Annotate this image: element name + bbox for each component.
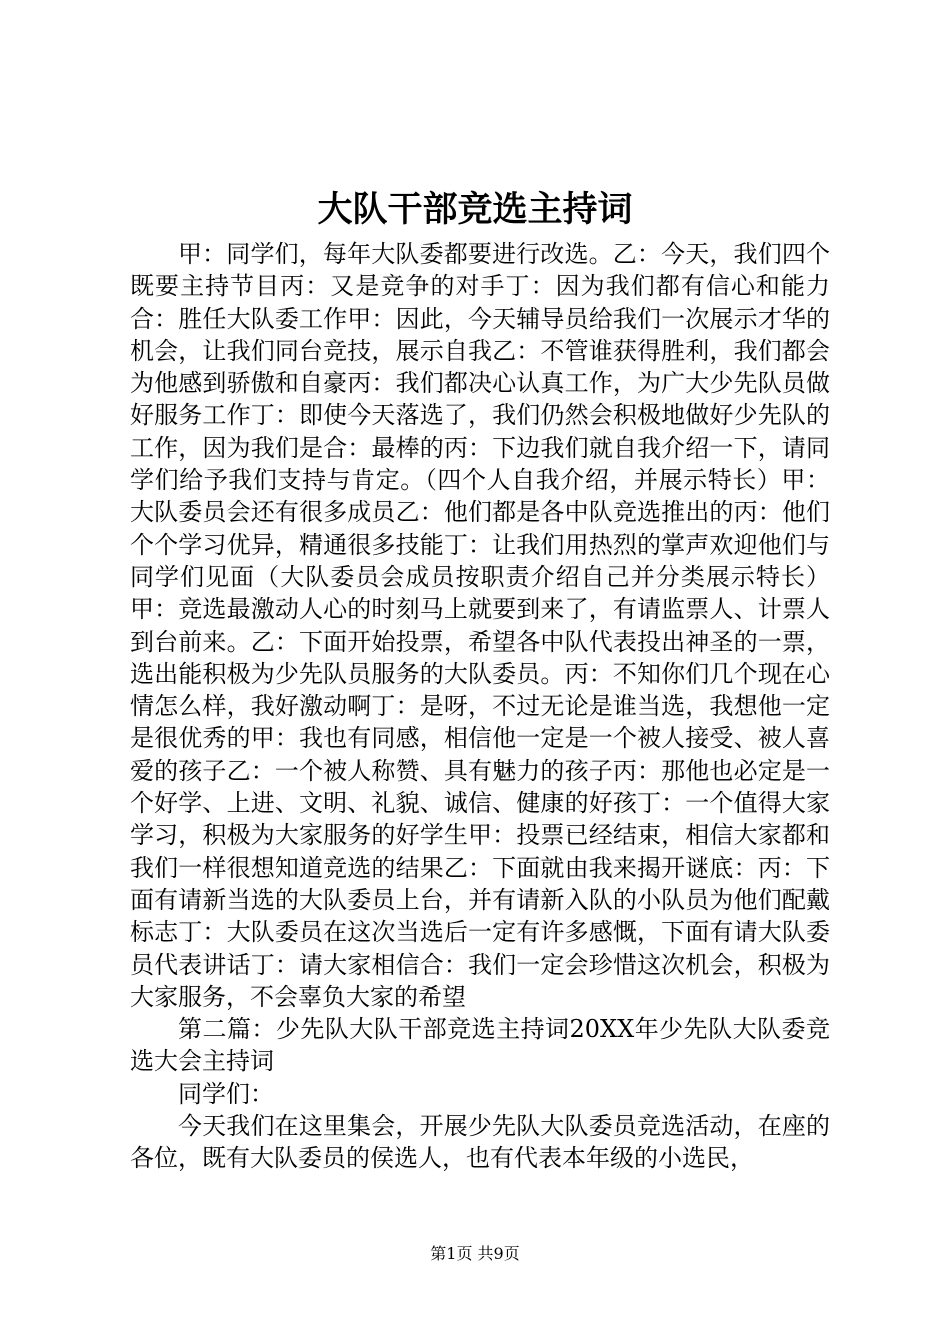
document-body bbox=[130, 238, 830, 1175]
paragraph-opening: 今天我们在这里集会，开展少先队大队委员竞选活动，在座的各位，既有大队委员的侯选人，也有代表本年级的小选民， bbox=[130, 1112, 830, 1173]
document-title: 大队干部竞选主持词 bbox=[317, 189, 633, 230]
page-number-footer: 第1页 共9页 bbox=[430, 1244, 520, 1263]
paragraph-second-article-heading: 第二篇：少先队大队干部竞选主持词20XX年少先队大队委竞选大会主持词 bbox=[130, 1015, 830, 1076]
paragraph-dialogue: 甲：同学们，每年大队委都要进行改选。乙：今天，我们四个既要主持节目丙：又是竞争的对手丁：因为我们都有信心和能力合：胜任大队委工作甲：因此，今天辅导员给我们一次展示才华的机会，让我们同台竞技，展示自我乙：不管谁获得胜利，我们都会为他感到骄傲和自豪丙：我们都决心认真工作，为广大少先队员做好服务工作丁：即使今天落选了，我们仍然会积极地做好少先队的工作，因为我们是合：最棒的丙：下边我们就自我介绍一下，请同学们给予我们支持与肯定。（四个人自我介绍，并展示特长）甲：大队委员会还有很多成员乙：他们都是各中队竞选推出的丙：他们个个学习优异，精通很多技能丁：让我们用热烈的掌声欢迎他们与同学们见面（大队委员会成员按职责介绍自己并分类展示特长）甲：竞选最激动人心的时刻马上就要到来了，有请监票人、计票人到台前来。乙：下面开始投票，希望各中队代表投出神圣的一票，选出能积极为少先队员服务的大队委员。丙：不知你们几个现在心情怎么样，我好激动啊丁：是呀，不过无论是谁当选，我想他一定是很优秀的甲：我也有同感，相信他一定是一个被人接受、被人喜爱的孩子乙：一个被人称赞、具有魅力的孩子丙：那他也必定是一个好学、上进、文明、礼貌、诚信、健康的好孩丁：一个值得大家学习，积极为大家服务的好学生甲：投票已经结束，相信大家都和我们一样很想知道竞选的结果乙：下面就由我来揭开谜底：丙：下面有请新当选的大队委员上台，并有请新入队的小队员为他们配戴标志丁：大队委员在这次当选后一定有许多感慨，下面有请大队委员代表讲话丁：请大家相信合：我们一定会珍惜这次机会，积极为大家服务，不会辜负大家的希望 bbox=[130, 240, 830, 1011]
paragraph-greeting: 同学们： bbox=[178, 1079, 274, 1108]
